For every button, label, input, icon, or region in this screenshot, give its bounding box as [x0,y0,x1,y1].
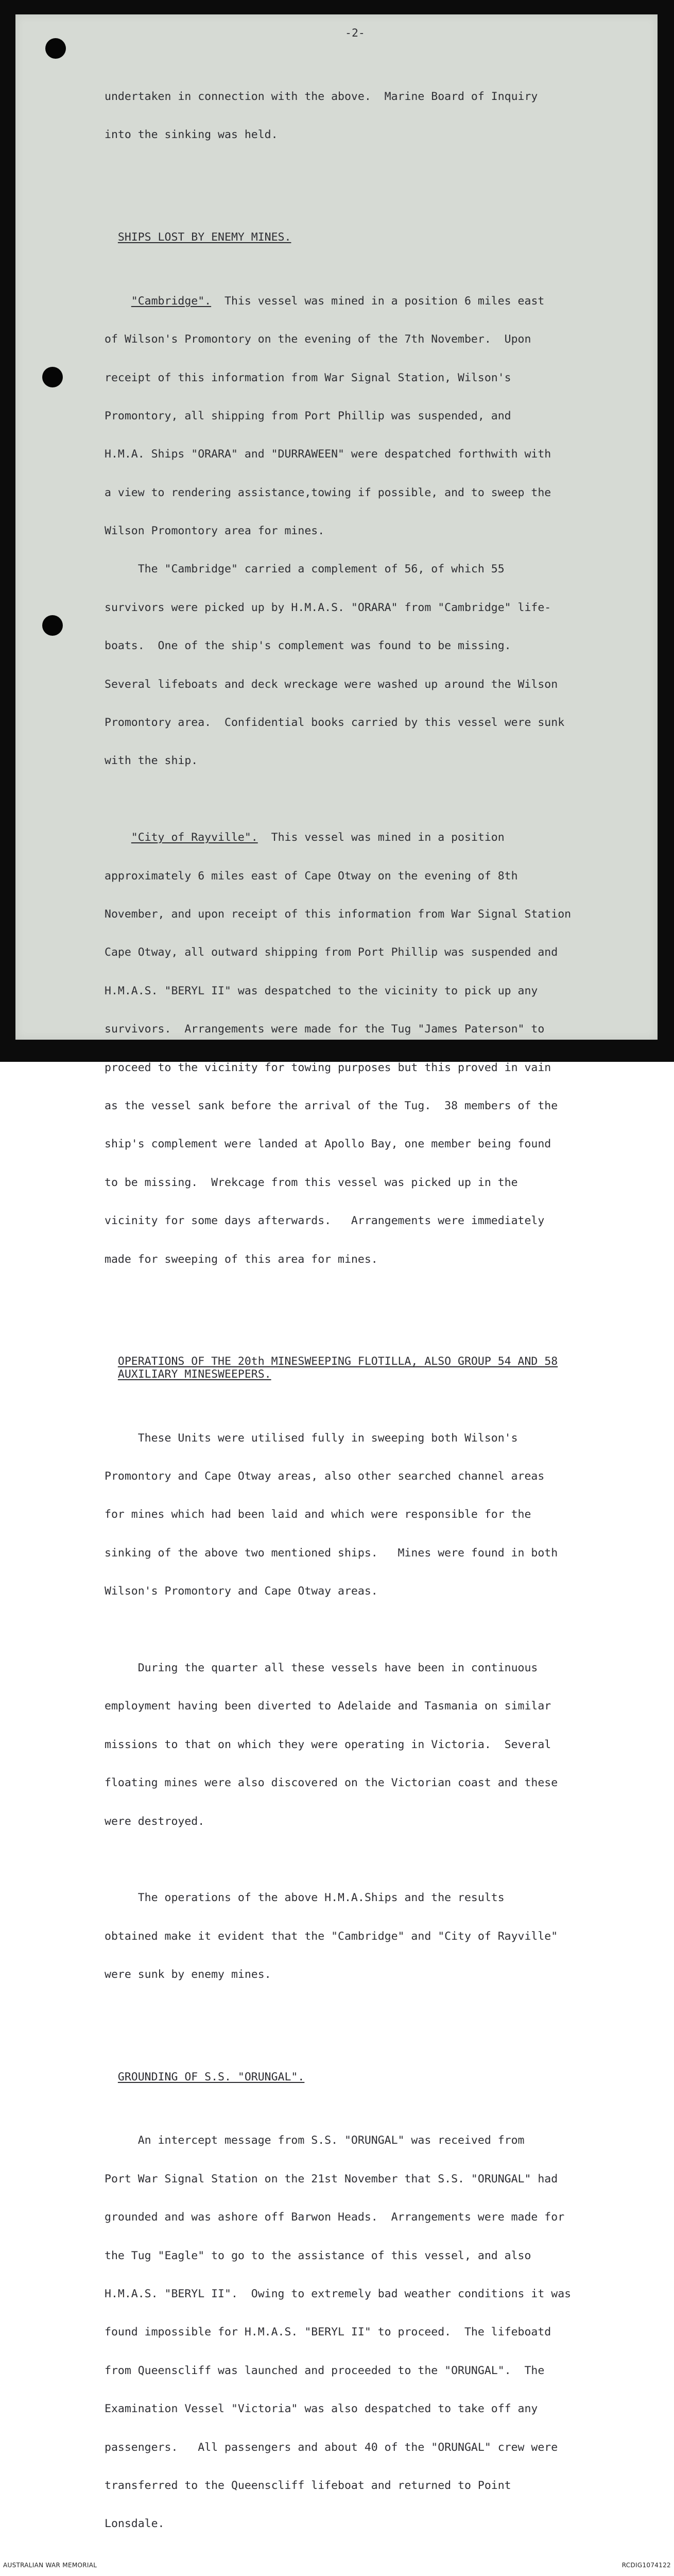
text-line: The "Cambridge" carried a complement of 56, of which 55 [105,563,505,576]
text-line: obtained make it evident that the "Cambridge" and "City of Rayville" [105,1929,558,1943]
text-line: H.M.A.S. "BERYL II". Owing to extremely bad weather conditions it was [105,2287,572,2301]
text-line: to be missing. Wrekcage from this vessel was picked up in the [105,1176,518,1189]
text-line: "Cambridge". This vessel was mined in a position 6 miles east [131,294,545,308]
text-line: undertaken in connection with the above. Marine Board of Inquiry [105,90,538,103]
text-line: into the sinking was held. [105,128,278,142]
text-line: of Wilson's Promontory on the evening of the 7th November. Upon [105,333,531,346]
text-line: passengers. All passengers and about 40 of the "ORUNGAL" crew were [105,2441,558,2454]
text-line: found impossible for H.M.A.S. "BERYL II" to proceed. The lifeboatd [105,2326,551,2339]
text-line: Port War Signal Station on the 21st November that S.S. "ORUNGAL" had [105,2172,558,2185]
section-heading-mines: SHIPS LOST BY ENEMY MINES. [117,230,291,244]
text-line: a view to rendering assistance,towing if possible, and to sweep the [105,486,551,499]
text-line: Wilson Promontory area for mines. [105,524,325,538]
text-line: Promontory, all shipping from Port Phillip was suspended, and [105,409,511,422]
vessel-title-cambridge: "Cambridge". [131,294,212,308]
text-line: Wilson's Promontory and Cape Otway areas. [105,1585,378,1598]
document-body [105,27,655,2576]
text-line: receipt of this information from War Signal Station, Wilson's [105,371,511,384]
text-line: sinking of the above two mentioned ships. Mines were found in both [105,1546,558,1560]
section-heading-minesweeping-cont: AUXILIARY MINESWEEPERS. [117,1367,271,1381]
archive-name: AUSTRALIAN WAR MEMORIAL [3,2562,97,2569]
punch-hole-middle [42,367,63,387]
text-line: The operations of the above H.M.A.Ships and the results [105,1891,505,1905]
text-line: with the ship. [105,754,198,768]
text-line: ship's complement were landed at Apollo Bay, one member being found [105,1138,551,1151]
text-line: "City of Rayville". This vessel was mined in a position [131,831,505,844]
text-line: as the vessel sank before the arrival of the Tug. 38 members of the [105,1099,558,1112]
section-heading-grounding: GROUNDING OF S.S. "ORUNGAL". [117,2070,305,2083]
text-line: Cape Otway, all outward shipping from Port Phillip was suspended and [105,946,558,959]
text-line: the Tug "Eagle" to go to the assistance of this vessel, and also [105,2249,531,2262]
text-line: floating mines were also discovered on the Victorian coast and these [105,1776,558,1790]
text-line: grounded and was ashore off Barwon Heads. Arrangements were made for [105,2211,565,2224]
text-line: were sunk by enemy mines. [105,1968,271,1981]
text-line: These Units were utilised fully in sweeping both Wilson's [105,1431,518,1445]
archive-footer [0,2555,674,2576]
text-line: from Queenscliff was launched and proceeded to the "ORUNGAL". The [105,2364,545,2377]
text-line: were destroyed. [105,1815,205,1828]
text-line: H.M.A. Ships "ORARA" and "DURRAWEEN" were despatched forthwith with [105,448,551,461]
text-line: transferred to the Queenscliff lifeboat and returned to Point [105,2479,511,2492]
punch-hole-lower [42,615,63,636]
archive-id: RCDIG1074122 [621,2562,671,2569]
text-line: employment having been diverted to Adelaide and Tasmania on similar [105,1700,551,1713]
text-line: survivors were picked up by H.M.A.S. "ORARA" from "Cambridge" life- [105,601,551,614]
text-line: An intercept message from S.S. "ORUNGAL" was received from [105,2134,525,2147]
text-line: for mines which had been laid and which were responsible for the [105,1508,531,1521]
section-heading-minesweeping: OPERATIONS OF THE 20th MINESWEEPING FLOTILLA, ALSO GROUP 54 AND 58 [117,1354,558,1368]
text-line: missions to that on which they were operating in Victoria. Several [105,1738,551,1751]
punch-hole-top [45,38,66,59]
vessel-title-city-of-rayville: "City of Rayville". [131,831,258,844]
text-line: Lonsdale. [105,2517,165,2531]
text-line: Promontory and Cape Otway areas, also other searched channel areas [105,1470,545,1483]
text-line: made for sweeping of this area for mines. [105,1252,378,1266]
text-line: approximately 6 miles east of Cape Otway on the evening of 8th [105,869,518,883]
text-line: proceed to the vicinity for towing purposes but this proved in vain [105,1061,551,1074]
text-line: vicinity for some days afterwards. Arrangements were immediately [105,1214,545,1228]
page-number: -2- [345,27,365,40]
text-line: Examination Vessel "Victoria" was also despatched to take off any [105,2402,538,2416]
text-line: During the quarter all these vessels have been in continuous [105,1662,538,1674]
text-line: H.M.A.S. "BERYL II" was despatched to the vicinity to pick up any [105,984,538,997]
text-line: survivors. Arrangements were made for the Tug "James Paterson" to [105,1023,545,1036]
text-line: November, and upon receipt of this information from War Signal Station [105,907,572,921]
text-line: boats. One of the ship's complement was found to be missing. [105,639,511,653]
text-line: Promontory area. Confidential books carried by this vessel were sunk [105,716,565,730]
text-line: Several lifeboats and deck wreckage were washed up around the Wilson [105,677,558,691]
